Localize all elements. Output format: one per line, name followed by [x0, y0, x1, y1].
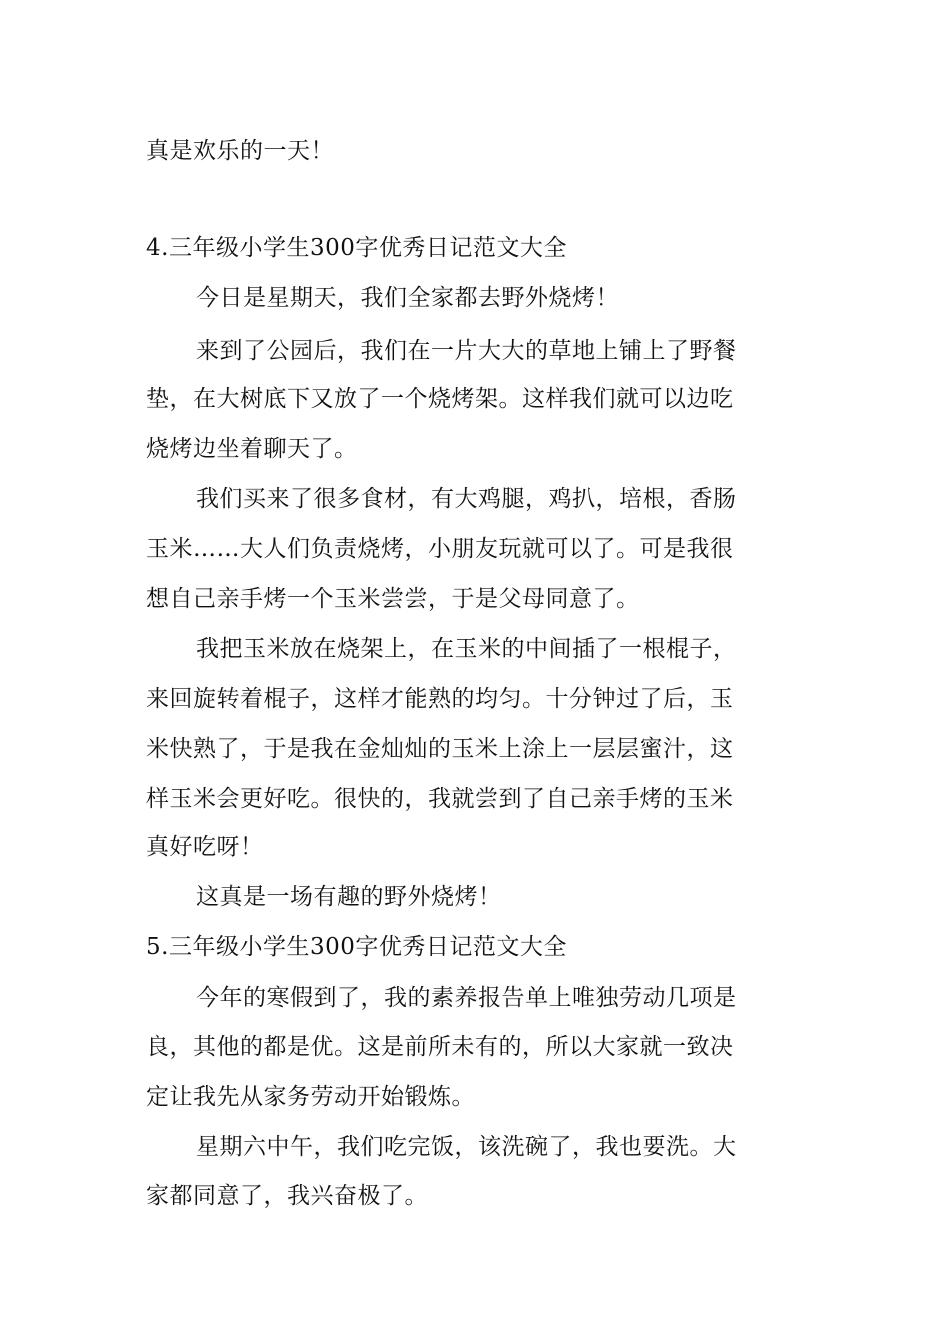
paragraph-line: 垫，在大树底下又放了一个烧烤架。这样我们就可以边吃: [146, 386, 734, 412]
section-heading: 5.三年级小学生300字优秀日记范文大全: [146, 934, 567, 960]
section-heading: 4.三年级小学生300字优秀日记范文大全: [146, 235, 567, 261]
paragraph-line: 我把玉米放在烧架上，在玉米的中间插了一根棍子，: [196, 636, 737, 662]
paragraph-line: 烧烤边坐着聊天了。: [146, 436, 358, 462]
paragraph-line: 来到了公园后，我们在一片大大的草地上铺上了野餐: [196, 338, 737, 364]
paragraph-line: 良，其他的都是优。这是前所未有的，所以大家就一致决: [146, 1034, 734, 1060]
paragraph-line: 真好吃呀！: [146, 834, 264, 860]
paragraph-line: 想自己亲手烤一个玉米尝尝，于是父母同意了。: [146, 586, 640, 612]
paragraph-line: 真是欢乐的一天！: [146, 138, 334, 164]
paragraph-line: 玉米……大人们负责烧烤，小朋友玩就可以了。可是我很: [146, 536, 734, 562]
paragraph-line: 今年的寒假到了，我的素养报告单上唯独劳动几项是: [196, 985, 737, 1011]
paragraph-line: 今日是星期天，我们全家都去野外烧烤！: [196, 285, 619, 311]
paragraph-line: 米快熟了，于是我在金灿灿的玉米上涂上一层层蜜汁，这: [146, 736, 734, 762]
paragraph-line: 我们买来了很多食材，有大鸡腿，鸡扒，培根，香肠: [196, 486, 737, 512]
paragraph-line: 这真是一场有趣的野外烧烤！: [196, 884, 502, 910]
paragraph-line: 家都同意了，我兴奋极了。: [146, 1183, 428, 1209]
paragraph-line: 定让我先从家务劳动开始锻炼。: [146, 1084, 475, 1110]
paragraph-line: 来回旋转着棍子，这样才能熟的均匀。十分钟过了后，玉: [146, 686, 734, 712]
paragraph-line: 星期六中午，我们吃完饭，该洗碗了，我也要洗。大: [196, 1134, 737, 1160]
paragraph-line: 样玉米会更好吃。很快的，我就尝到了自己亲手烤的玉米: [146, 786, 734, 812]
